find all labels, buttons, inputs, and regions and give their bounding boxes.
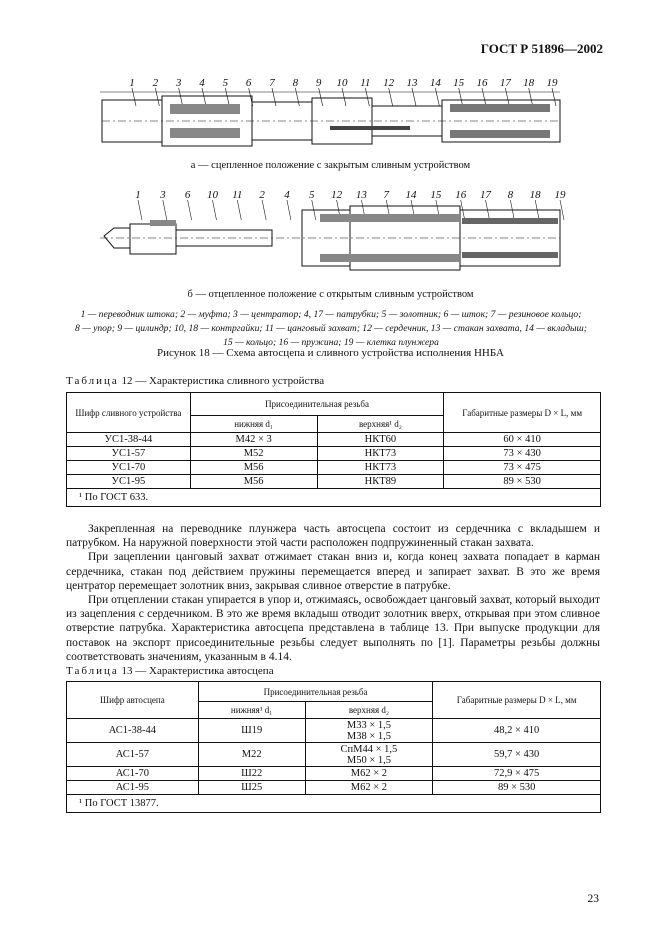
callout-number: 11 (232, 189, 243, 201)
table-row: УС1-95 М56 НКТ89 89 × 530 (67, 475, 601, 489)
caption-b-line: б — отцепленное положение с открытым сливным устройством (187, 289, 474, 300)
callout-number: 15 (430, 189, 442, 201)
callout-number: 1 (129, 77, 135, 89)
table-row: УС1-70 М56 НКТ73 73 × 475 (67, 461, 601, 475)
leader-line (212, 200, 216, 220)
callout-number: 6 (184, 189, 191, 201)
callout-number: 14 (405, 189, 417, 201)
leader-line (505, 88, 509, 106)
callout-number: 1 (135, 189, 141, 201)
table-row: УС1-57 М52 НКТ73 73 × 430 (67, 447, 601, 461)
callout-number: 3 (175, 77, 182, 89)
table12-caption: Таблица 12 — Характеристика сливного устройства (66, 375, 325, 387)
table13 (66, 681, 601, 813)
callout-number: 18 (523, 77, 535, 89)
callout-number: 9 (315, 77, 322, 89)
t12-head-upper: верхняя¹ d₂ (317, 416, 444, 433)
callout-number: 8 (292, 77, 299, 89)
callout-number: 2 (259, 189, 265, 201)
table-row: АС1-38-44 Ш19 М33 × 1,5 М38 × 1,5 48,2 × 410 (67, 719, 601, 743)
callout-number: 3 (160, 189, 166, 201)
callout-number: 12 (383, 77, 395, 89)
t12-head-code: Шифр сливного устройства (67, 393, 191, 433)
leader-line (138, 200, 142, 220)
callout-number: 7 (269, 77, 275, 89)
leader-line (272, 88, 276, 106)
leader-line (188, 200, 192, 220)
callout-number: 11 (360, 77, 371, 89)
leader-line (262, 200, 266, 220)
leader-line (412, 88, 416, 106)
t13-head-size: Габаритные размеры D × L, мм (433, 682, 601, 719)
callout-number: 7 (383, 189, 389, 201)
leader-line (163, 200, 167, 220)
callout-number: 15 (453, 77, 465, 89)
callout-number: 13 (406, 77, 418, 89)
page-number: 23 (587, 893, 599, 905)
leader-line (560, 200, 564, 220)
callout-number: 19 (554, 189, 566, 201)
leader-line (202, 88, 206, 106)
callout-number: 17 (480, 189, 492, 201)
top-callout-numbers (129, 77, 558, 106)
t13-head-upper: верхняя d₂ (305, 702, 433, 719)
t12-footnote: ¹ По ГОСТ 633. (67, 489, 601, 507)
callout-number: 19 (546, 77, 558, 89)
leader-line (225, 88, 229, 106)
table13-caption: Таблица 13 — Характеристика автосцепа (66, 665, 274, 677)
leader-line (435, 88, 439, 106)
caption-a-line: а — сцепленное положение с закрытым сливным устройством (190, 160, 471, 171)
body-text (66, 522, 600, 664)
table-row: УС1-38-44 М42 × 3 НКТ60 60 × 410 (67, 433, 601, 447)
table-row: АС1-95 Ш25 М62 × 2 89 × 530 (67, 781, 601, 795)
table12 (66, 392, 601, 507)
callout-number: 10 (336, 77, 348, 89)
table-row: АС1-70 Ш22 М62 × 2 72,9 × 475 (67, 767, 601, 781)
callout-number: 8 (507, 189, 514, 201)
leader-line (529, 88, 533, 106)
bottom-assembly-drawing (100, 206, 560, 270)
t13-head-code: Шифр автосцепа (67, 682, 199, 719)
t12-head-thread: Присоединительная резьба (190, 393, 444, 416)
callout-number: 17 (499, 77, 511, 89)
t13-head-thread: Присоединительная резьба (198, 682, 433, 702)
paragraph-3: При отцеплении стакан упирается в упор и, отжимаясь, освобождает цанговый захват, который выходит из зацепления с сердечником. В это же время вкладыш отводит золотник вверх, открывая при этом сливное отверстие патрубка. Характеристика автосцепа представлена в таблице 13. При выпуске продукции для поставок на экспорт присоединительные резьбы следует выполнять по [1]. Параметры резьбы должны соответствовать значениям, указанным в 4.14. (66, 594, 600, 663)
figure-title: Рисунок 18 — Схема автосцепа и сливного устройства исполнения ННБА (157, 347, 504, 359)
t12-head-lower: нижняя d₁ (190, 416, 317, 433)
callout-number: 2 (152, 77, 159, 89)
leader-line (552, 88, 556, 106)
paragraph-2: При зацеплении цанговый захват отжимает стакан вниз и, когда конец захвата попадает в карман сердечника, стакан под действием пружины перемещается вперед и запирает захват. В это же время центратор перемещает золотник вниз, закрывая сливное отверстие в патрубке. (66, 551, 600, 592)
callout-number: 4 (284, 189, 290, 201)
t13-head-lower: нижняя¹ d₁ (198, 702, 305, 719)
drawing-figure-18 (90, 70, 580, 285)
callout-number: 6 (245, 77, 252, 89)
leader-line (482, 88, 486, 106)
leader-line (155, 88, 159, 106)
callout-number: 12 (331, 189, 343, 201)
leader-line (389, 88, 393, 106)
leader-line (237, 200, 241, 220)
callout-number: 16 (476, 77, 488, 89)
callout-number: 10 (206, 189, 218, 201)
callout-number: 4 (199, 77, 205, 89)
leader-line (295, 88, 299, 106)
callout-number: 5 (309, 189, 315, 201)
callout-number: 5 (222, 77, 229, 89)
t13-footnote: ¹ По ГОСТ 13877. (67, 795, 601, 813)
top-assembly-drawing (100, 92, 560, 146)
leader-line (459, 88, 463, 106)
document-header: ГОСТ Р 51896—2002 (480, 41, 603, 56)
callout-number: 18 (529, 189, 541, 201)
table-row: АС1-57 М22 СпМ44 × 1,5 М50 × 1,5 59,7 × 430 (67, 743, 601, 767)
leader-line (365, 88, 369, 106)
leader-line (342, 88, 346, 106)
callout-number: 16 (455, 189, 467, 201)
callout-number: 14 (429, 77, 441, 89)
t12-head-size: Габаритные размеры D × L, мм (444, 393, 601, 433)
figure-legend: 1 — переводник штока; 2 — муфта; 3 — центратор; 4, 17 — патрубки; 5 — золотник; 6 — шток; 7 — резиновое кольцо; 8 — упор; 9 — цилиндр; 10, 18 — контргайки; 11 — цанговый захват; 12 — сердечник, 13 — стакан захвата, 14 — вкладыш; 15 — кольцо; 16 — пружина; 19 — клетка плунжера (75, 309, 587, 348)
callout-number: 13 (355, 189, 367, 201)
leader-line (179, 88, 183, 106)
leader-line (319, 88, 323, 106)
leader-line (132, 88, 136, 106)
paragraph-1: Закрепленная на переводнике плунжера часть автосцепа состоит из сердечника с вкладышем и патрубком. На наружной поверхности этой части расположен подпружиненный стакан захвата. (66, 523, 600, 550)
leader-line (287, 200, 291, 220)
